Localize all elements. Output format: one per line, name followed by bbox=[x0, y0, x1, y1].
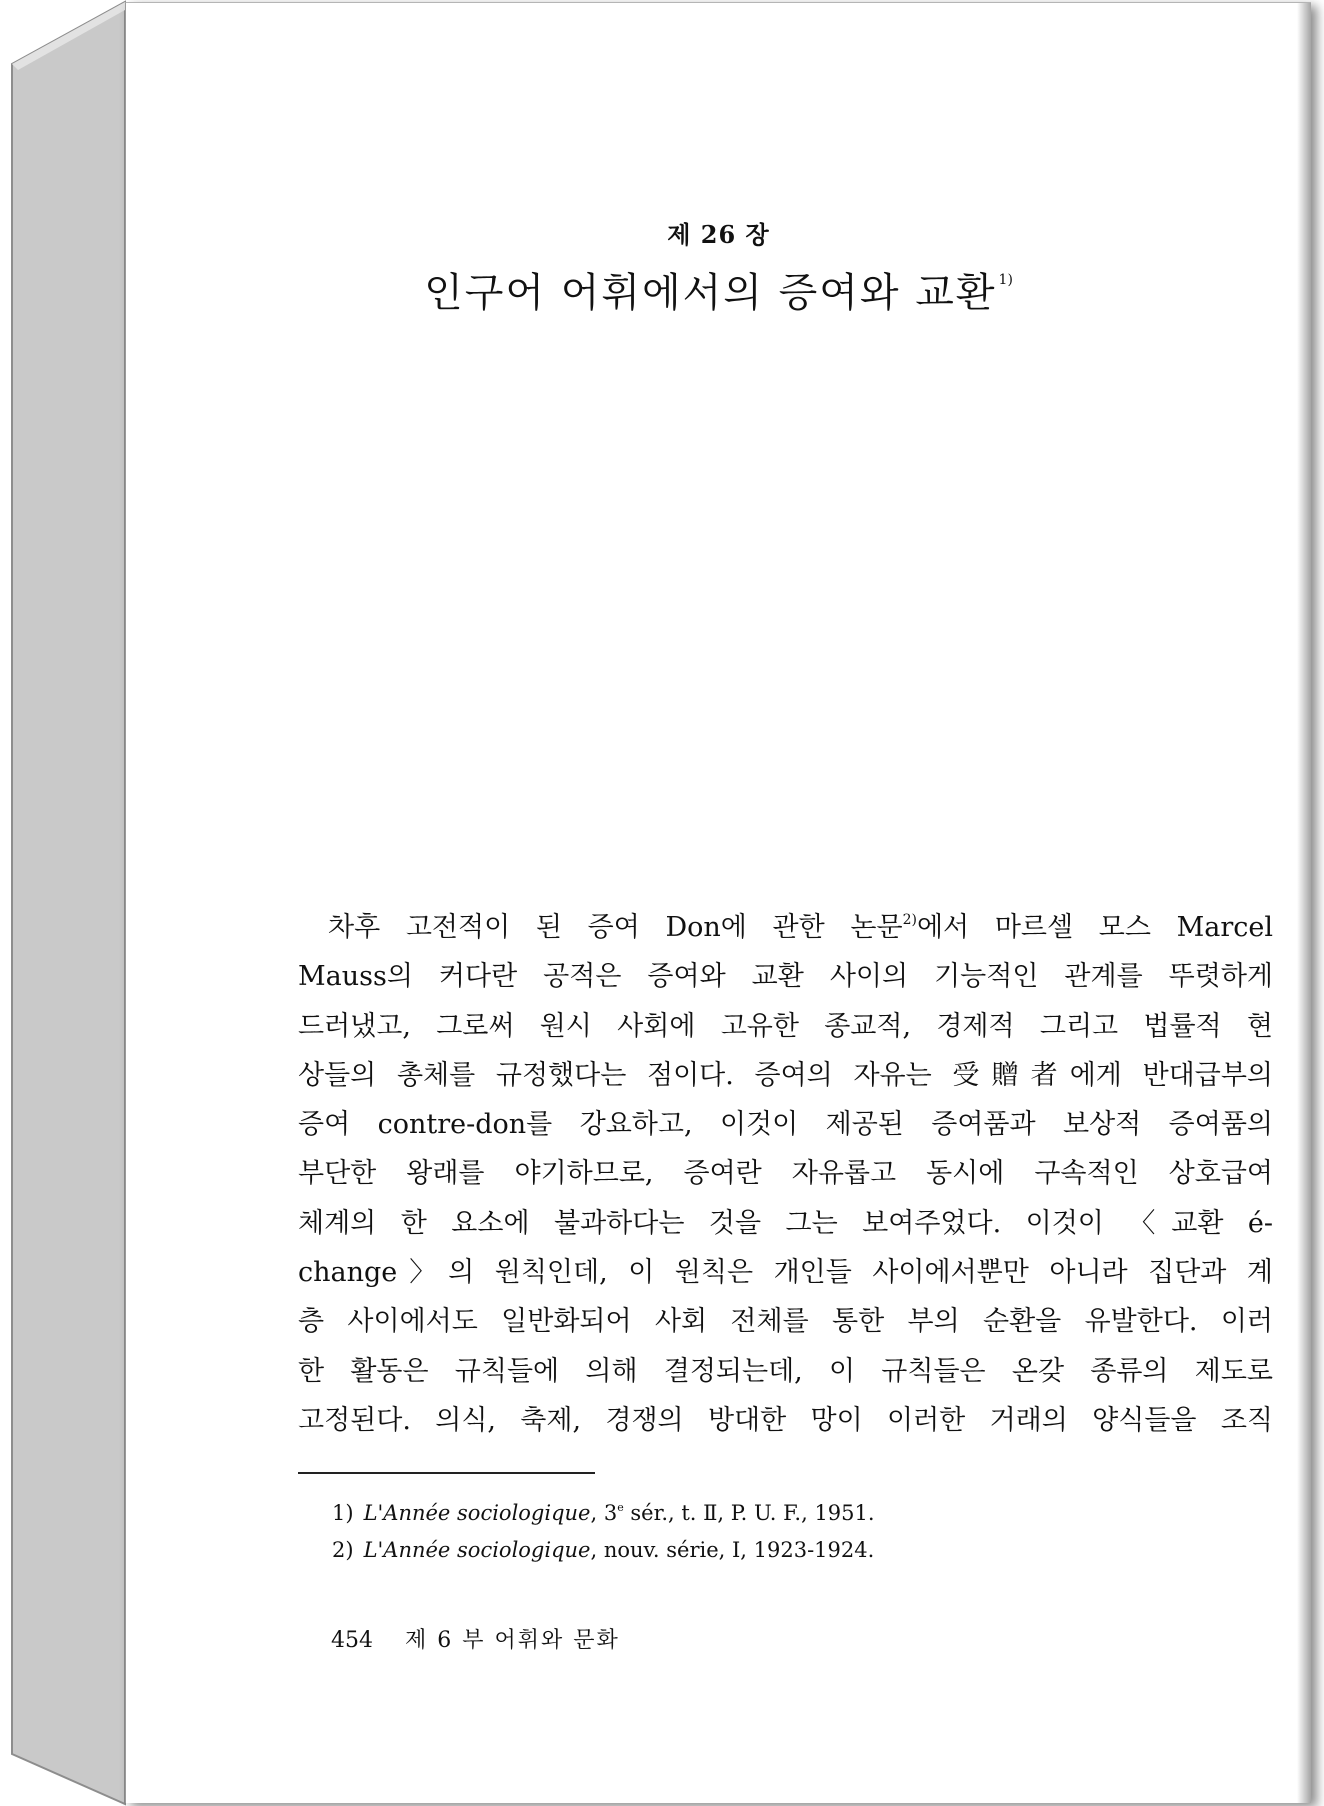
chapter-title-footnote-marker: 1) bbox=[998, 272, 1013, 288]
page-number: 454 bbox=[331, 1628, 373, 1653]
footnote-detail: , nouv. série, Ⅰ, 1923-1924. bbox=[590, 1538, 875, 1562]
footnote-detail: , 3 bbox=[590, 1501, 618, 1525]
chapter-title bbox=[126, 261, 1311, 318]
footnotes bbox=[332, 1495, 875, 1569]
footnote-journal: L'Année sociologique bbox=[363, 1501, 591, 1525]
chapter-title-text: 인구어 어휘에서의 증여와 교환 bbox=[424, 270, 997, 316]
part-title: 제 6 부 어휘와 문화 bbox=[405, 1628, 620, 1653]
footnote-detail-continued: sér., t. Ⅱ, P. U. F., 1951. bbox=[623, 1501, 875, 1525]
body-line bbox=[298, 903, 1273, 952]
body-line: change〉의 원칙인데, 이 원칙은 개인들 사이에서뿐만 아니라 집단과 계 bbox=[298, 1257, 1273, 1289]
body-line: 층 사이에서도 일반화되어 사회 전체를 통한 부의 순환을 유발한다. 이러 bbox=[298, 1306, 1273, 1338]
footnote-number: 2) bbox=[332, 1538, 354, 1562]
book-page bbox=[125, 2, 1311, 1803]
footnote-number: 1) bbox=[332, 1501, 354, 1525]
body-line: 고정된다. 의식, 축제, 경쟁의 방대한 망이 이러한 거래의 양식들을 조직 bbox=[298, 1404, 1273, 1436]
body-text bbox=[298, 903, 1273, 1445]
footnote-1 bbox=[332, 1495, 875, 1532]
footnote-superscript: e bbox=[617, 1501, 624, 1514]
body-line: 부단한 왕래를 야기하므로, 증여란 자유롭고 동시에 구속적인 상호급여 bbox=[298, 1158, 1273, 1190]
body-line: 드러냈고, 그로써 원시 사회에 고유한 종교적, 경제적 그리고 법률적 현 bbox=[298, 1010, 1273, 1042]
body-line: Mauss의 커다란 공적은 증여와 교환 사이의 기능적인 관계를 뚜렷하게 bbox=[298, 961, 1273, 993]
body-line-text-continued: 에서 마르셀 모스 Marcel bbox=[916, 912, 1273, 943]
footnote-2 bbox=[332, 1532, 875, 1569]
body-line-text: 차후 고전적이 된 증여 Don에 관한 논문 bbox=[328, 912, 903, 943]
body-line: 증여 contre-don를 강요하고, 이것이 제공된 증여품과 보상적 증여품의 bbox=[298, 1109, 1273, 1141]
body-line: 체계의 한 요소에 불과하다는 것을 그는 보여주었다. 이것이 〈교환 é- bbox=[298, 1207, 1273, 1239]
body-line: 한 활동은 규칙들에 의해 결정되는데, 이 규칙들은 온갖 종류의 제도로 bbox=[298, 1355, 1273, 1387]
chapter-number: 제 26 장 bbox=[667, 220, 770, 249]
footnote-separator bbox=[298, 1472, 595, 1474]
running-footer bbox=[331, 1623, 620, 1654]
footnote-marker: 2) bbox=[902, 912, 917, 928]
body-line: 상들의 총체를 규정했다는 점이다. 증여의 자유는 受贈者에게 반대급부의 bbox=[298, 1059, 1273, 1091]
footnote-journal: L'Année sociologique bbox=[363, 1538, 591, 1562]
